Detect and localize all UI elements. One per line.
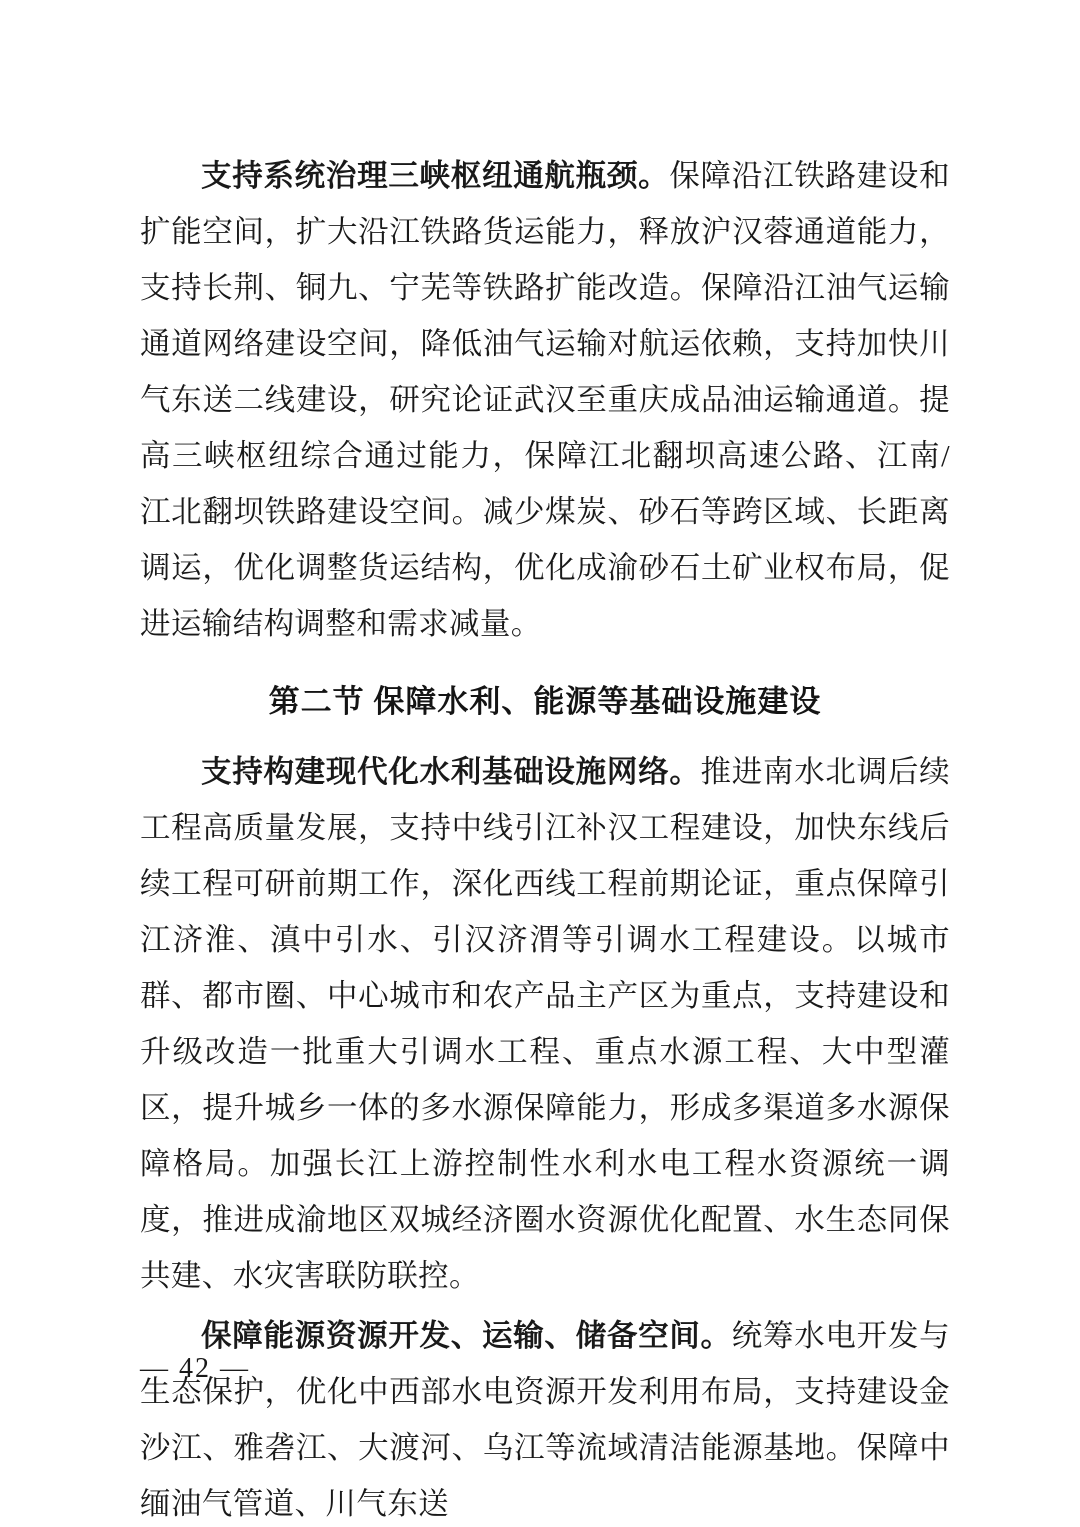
paragraph-3-text: 统筹水电开发与生态保护，优化中西部水电资源开发利用布局，支持建设金沙江、雅砻江、大渡河、乌江等流域清洁能源基地。保障中缅油气管道、川气东送: [140, 1319, 950, 1521]
section-heading: 第二节 保障水利、能源等基础设施建设: [268, 684, 822, 719]
paragraph-3-lead: 保障能源资源开发、运输、储备空间。: [201, 1319, 732, 1353]
paragraph-2: [140, 744, 950, 1304]
paragraph-1: [140, 148, 950, 652]
paragraph-1-lead: 支持系统治理三峡枢纽通航瓶颈。: [201, 159, 670, 193]
page-number: — 42 —: [140, 1353, 250, 1384]
paragraph-3: [140, 1308, 950, 1527]
paragraph-2-lead: 支持构建现代化水利基础设施网络。: [201, 755, 701, 789]
paragraph-2-text: 推进南水北调后续工程高质量发展，支持中线引江补汉工程建设，加快东线后续工程可研前期工作，深化西线工程前期论证，重点保障引江济淮、滇中引水、引汉济渭等引调水工程建设。以城市群、都市圈、中心城市和农产品主产区为重点，支持建设和升级改造一批重大引调水工程、重点水源工程、大中型灌区，提升城乡一体的多水源保障能力，形成多渠道多水源保障格局。加强长江上游控制性水利水电工程水资源统一调度，推进成渝地区双城经济圈水资源优化配置、水生态同保共建、水灾害联防联控。: [140, 755, 950, 1293]
paragraph-1-text: 保障沿江铁路建设和扩能空间，扩大沿江铁路货运能力，释放沪汉蓉通道能力，支持长荆、铜九、宁芜等铁路扩能改造。保障沿江油气运输通道网络建设空间，降低油气运输对航运依赖，支持加快川气东送二线建设，研究论证武汉至重庆成品油运输通道。提高三峡枢纽综合通过能力，保障江北翻坝高速公路、江南/江北翻坝铁路建设空间。减少煤炭、砂石等跨区域、长距离调运，优化调整货运结构，优化成渝砂石土矿业权布局，促进运输结构调整和需求减量。: [140, 159, 950, 641]
page-content: [140, 148, 950, 1527]
